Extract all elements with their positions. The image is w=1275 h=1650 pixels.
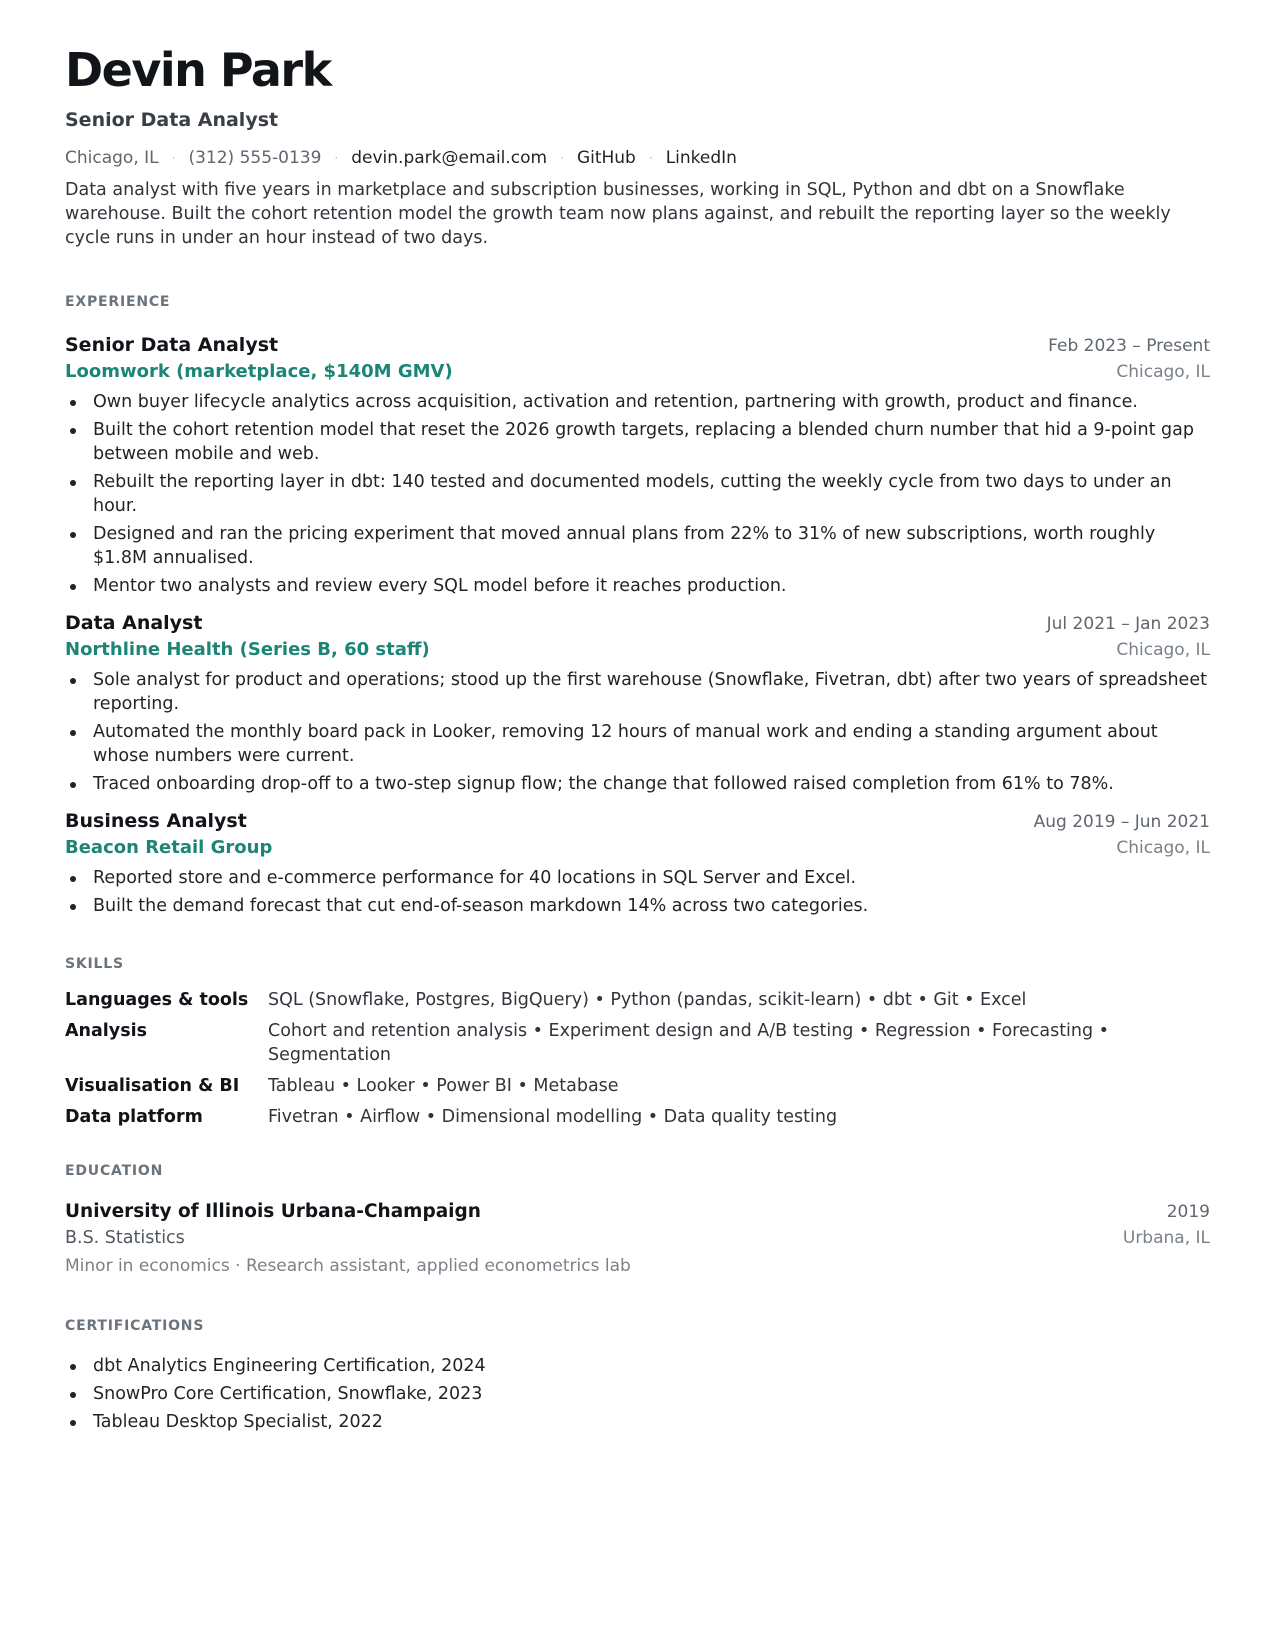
bullet-text: Automated the monthly board pack in Looker, removing 12 hours of manual work and ending a standing argument about whose numbers were current. [93, 722, 1158, 766]
bullet-dot [70, 904, 76, 910]
company-name: Beacon Retail Group [65, 837, 273, 858]
certifications-heading: CERTIFICATIONS [65, 1318, 205, 1334]
bullet-dot [70, 782, 76, 788]
skill-row [65, 1019, 1210, 1067]
certification-text: SnowPro Core Certification, Snowflake, 2023 [93, 1384, 483, 1404]
bullet-dot [70, 532, 76, 538]
degree: B.S. Statistics [65, 1228, 185, 1248]
experience-heading: EXPERIENCE [65, 294, 171, 310]
job-location: Chicago, IL [1116, 640, 1210, 660]
contact-separator: · [334, 151, 339, 165]
job-dates: Aug 2019 – Jun 2021 [1033, 812, 1210, 832]
job-dates: Jul 2021 – Jan 2023 [1046, 614, 1210, 634]
skill-row [65, 1074, 1210, 1098]
bullet-item [65, 866, 1210, 890]
bullet-text: Rebuilt the reporting layer in dbt: 140 tested and documented models, cutting the weekly cycle from two days to under an hour. [93, 472, 1172, 516]
bullet-item [65, 470, 1210, 518]
company-name: Northline Health (Series B, 60 staff) [65, 639, 430, 660]
education-heading: EDUCATION [65, 1163, 164, 1179]
bullet-text: Designed and ran the pricing experiment that moved annual plans from 22% to 31% of new subscriptions, worth roughly $1.8M annualised. [93, 524, 1156, 568]
bullet-dot [70, 1420, 76, 1426]
contact-separator: · [560, 151, 564, 165]
bullet-text: Traced onboarding drop-off to a two-step signup flow; the change that followed raised completion from 61% to 78%. [93, 774, 1114, 794]
job-entry [65, 808, 1210, 918]
job-bullets [65, 668, 1210, 796]
bullet-item [65, 668, 1210, 716]
bullet-item [65, 720, 1210, 768]
bullet-dot [70, 480, 76, 486]
contact-phone: (312) 555-0139 [188, 148, 322, 168]
skill-value: Tableau • Looker • Power BI • Metabase [268, 1076, 619, 1096]
job-title: Senior Data Analyst [65, 334, 279, 356]
certifications-list [65, 1354, 1210, 1434]
skill-label: Languages & tools [65, 990, 249, 1010]
bullet-text: Own buyer lifecycle analytics across acquisition, activation and retention, partnering with growth, product and finance. [93, 392, 1138, 412]
job-entry [65, 610, 1210, 796]
linkedin-link[interactable]: LinkedIn [665, 148, 737, 168]
contact-separator: · [171, 151, 176, 165]
contact-line [65, 146, 1210, 170]
company-name: Loomwork (marketplace, $140M GMV) [65, 361, 453, 382]
profile-summary: Data analyst with five years in marketplace and subscription businesses, working in SQL, Python and dbt on a Snowflake warehouse. Built the cohort retention model the growth team now plans against, and rebuilt the reporting layer so the weekly cycle runs in under an hour instead of two days. [65, 180, 1171, 248]
skill-label: Data platform [65, 1107, 203, 1127]
skill-value: SQL (Snowflake, Postgres, BigQuery) • Python (pandas, scikit-learn) • dbt • Git • Excel [268, 990, 1027, 1010]
skill-value: Cohort and retention analysis • Experiment design and A/B testing • Regression • Forecasting • Segmentation [268, 1021, 1110, 1065]
job-entry [65, 332, 1210, 598]
certification-text: Tableau Desktop Specialist, 2022 [93, 1412, 383, 1432]
contact-separator: · [648, 151, 653, 165]
graduation-year: 2019 [1166, 1202, 1210, 1222]
job-title: Data Analyst [65, 612, 203, 634]
job-location: Chicago, IL [1116, 838, 1210, 858]
bullet-dot [70, 1364, 76, 1370]
job-location: Chicago, IL [1116, 362, 1210, 382]
bullet-dot [70, 584, 76, 590]
skill-row [65, 1105, 1210, 1129]
skills-table [65, 988, 1210, 1129]
education-note: Minor in economics · Research assistant, applied econometrics lab [65, 1256, 631, 1276]
contact-email-link[interactable]: devin.park@email.com [351, 148, 548, 168]
skill-value: Fivetran • Airflow • Dimensional modelling • Data quality testing [268, 1107, 838, 1127]
education-entry [65, 1199, 1210, 1278]
candidate-name: Devin Park [65, 43, 331, 97]
certification-item [65, 1382, 1210, 1406]
bullet-text: Built the demand forecast that cut end-of-season markdown 14% across two categories. [93, 896, 869, 916]
bullet-text: Mentor two analysts and review every SQL model before it reaches production. [93, 576, 787, 596]
school-location: Urbana, IL [1122, 1228, 1210, 1248]
bullet-item [65, 894, 1210, 918]
bullet-dot [70, 400, 76, 406]
bullet-item [65, 390, 1210, 414]
bullet-text: Sole analyst for product and operations; stood up the first warehouse (Snowflake, Fivetran, dbt) after two years of spreadsheet reporting. [93, 670, 1207, 714]
bullet-text: Reported store and e-commerce performance for 40 locations in SQL Server and Excel. [93, 868, 857, 888]
skill-label: Visualisation & BI [65, 1076, 240, 1096]
bullet-item [65, 574, 1210, 598]
skill-row [65, 988, 1210, 1012]
bullet-item [65, 772, 1210, 796]
bullet-item [65, 522, 1210, 570]
bullet-dot [70, 1392, 76, 1398]
job-bullets [65, 390, 1210, 598]
bullet-item [65, 418, 1210, 466]
candidate-headline: Senior Data Analyst [65, 109, 279, 131]
github-link[interactable]: GitHub [576, 148, 636, 168]
certification-item [65, 1354, 1210, 1378]
skill-label: Analysis [65, 1021, 148, 1041]
bullet-dot [70, 428, 76, 434]
school-name: University of Illinois Urbana-Champaign [65, 1201, 481, 1222]
bullet-dot [70, 678, 76, 684]
job-title: Business Analyst [65, 810, 247, 832]
bullet-dot [70, 876, 76, 882]
certification-text: dbt Analytics Engineering Certification, 2024 [93, 1356, 486, 1376]
skills-heading: SKILLS [65, 956, 124, 972]
job-dates: Feb 2023 – Present [1048, 336, 1210, 356]
resume-page [65, 40, 1210, 1438]
bullet-dot [70, 730, 76, 736]
contact-location: Chicago, IL [65, 148, 159, 168]
job-bullets [65, 866, 1210, 918]
bullet-text: Built the cohort retention model that reset the 2026 growth targets, replacing a blended churn number that hid a 9-point gap between mobile and web. [93, 420, 1194, 464]
certification-item [65, 1410, 1210, 1434]
